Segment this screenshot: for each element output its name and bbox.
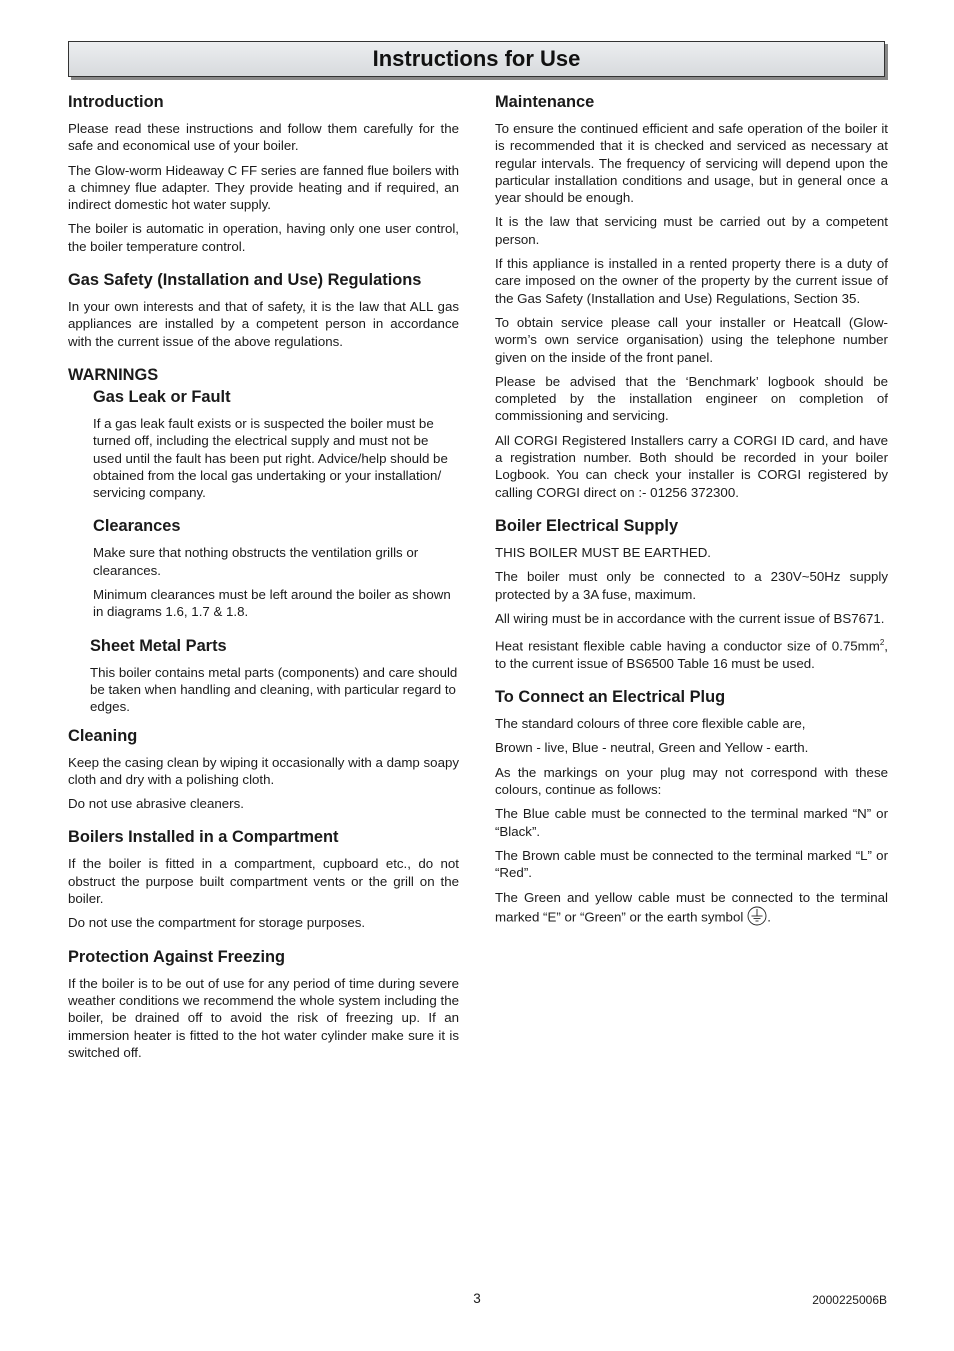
paragraph: THIS BOILER MUST BE EARTHED.: [495, 544, 711, 560]
section-gas-safety: [68, 270, 459, 350]
subsection-clearances: [93, 516, 459, 620]
paragraph: It is the law that servicing must be carried out by a competent person.: [495, 214, 888, 247]
subsection-gas-leak: [93, 387, 459, 501]
heading-warnings: WARNINGS: [68, 365, 159, 384]
section-electrical-supply: [495, 516, 888, 672]
paragraph: Keep the casing clean by wiping it occasionally with a damp soapy cloth and dry with a polishing cloth.: [68, 754, 460, 787]
page-title-box: [68, 41, 885, 77]
section-warnings: [68, 365, 459, 716]
paragraph: Do not use the compartment for storage purposes.: [68, 915, 366, 931]
paragraph: The boiler is automatic in operation, having only one user control, the boiler temperature control.: [68, 221, 459, 254]
paragraph: Please read these instructions and follow them carefully for the safe and economical use of your boiler.: [68, 121, 459, 154]
section-introduction: [68, 92, 459, 255]
paragraph: All wiring must be in accordance with the current issue of BS7671.: [495, 610, 885, 626]
left-column: [68, 92, 459, 1076]
heading-maintenance: Maintenance: [495, 93, 595, 111]
heading-compartment: Boilers Installed in a Compartment: [68, 828, 339, 847]
earth-symbol-icon: [747, 906, 767, 930]
paragraph: In your own interests and that of safety, it is the law that ALL gas appliances are installed by a competent person in accordance with the current issue of the above regulations.: [68, 299, 459, 349]
superscript: 2: [879, 638, 885, 648]
heading-freezing: Protection Against Freezing: [68, 947, 286, 966]
heading-introduction: Introduction: [68, 93, 164, 111]
paragraph: The Glow-worm Hideaway C FF series are fanned flue boilers with a chimney flue adapter. They provide heating and if required, an indirect domestic hot water supply.: [68, 162, 459, 213]
paragraph: Minimum clearances must be left around the boiler as shown in diagrams 1.6, 1.7 & 1.8.: [93, 587, 451, 620]
paragraph: As the markings on your plug may not correspond with these colours, continue as follows:: [495, 764, 888, 798]
heading-gas-safety: Gas Safety (Installation and Use) Regulations: [68, 271, 422, 290]
paragraph: If the boiler is fitted in a compartment, cupboard etc., do not obstruct the purpose built compartment vents or the grill on the boiler.: [68, 856, 459, 907]
paragraph: Make sure that nothing obstructs the ventilation grills or clearances.: [93, 545, 419, 578]
paragraph: The Blue cable must be connected to the terminal marked “N” or “Black”.: [495, 806, 888, 839]
heading-cleaning: Cleaning: [68, 726, 138, 745]
paragraph-cable-size: [495, 634, 888, 672]
section-maintenance: [495, 92, 888, 501]
heading-electrical-supply: Boiler Electrical Supply: [495, 516, 679, 535]
paragraph-earth: [495, 889, 888, 931]
paragraph: Please be advised that the ‘Benchmark’ logbook should be completed by the installation engineer on completion of commissioning and servicing.: [495, 373, 888, 424]
heading-sheet-metal: Sheet Metal Parts: [90, 636, 227, 655]
paragraph: If a gas leak fault exists or is suspected the boiler must be turned off, including the electrical supply and must not be used until the fault has been put right. Advice/help should be obtained from the local gas undertaking or your installation/ servicing company.: [93, 415, 448, 501]
paragraph: The Brown cable must be connected to the terminal marked “L” or “Red”.: [495, 847, 888, 881]
right-column: [495, 92, 888, 945]
text-part: .: [767, 909, 771, 925]
document-code: 2000225006B: [812, 1293, 887, 1307]
paragraph: To obtain service please call your installer or Heatcall (Glow-worm’s own service organisation) using the telephone number given on the inside of the front panel.: [495, 314, 888, 365]
subsection-sheet-metal: [90, 636, 459, 716]
paragraph: If the boiler is to be out of use for any period of time during severe weather conditions we recommend the whole system including the boiler, be drained off to avoid the risk of freezing up. If an immersion heater is fitted to the hot water cylinder make sure it is switched off.: [68, 975, 459, 1060]
heading-gas-leak: Gas Leak or Fault: [93, 387, 231, 406]
page-number: 3: [473, 1291, 481, 1306]
paragraph: Brown - live, Blue - neutral, Green and Yellow - earth.: [495, 740, 809, 756]
section-freezing: [68, 947, 459, 1061]
paragraph: This boiler contains metal parts (components) and care should be taken when handling and cleaning, with particular regard to edges.: [90, 664, 458, 715]
section-compartment: [68, 827, 459, 931]
heading-clearances: Clearances: [93, 517, 181, 536]
paragraph: The boiler must only be connected to a 230V~50Hz supply protected by a 3A fuse, maximum.: [495, 569, 888, 602]
paragraph: All CORGI Registered Installers carry a CORGI ID card, and have a registration number. Both should be recorded in your boiler Logbook. You can check your installer is CORGI registered by calling CORGI direct on :- 01256 372300.: [495, 432, 888, 500]
paragraph: To ensure the continued efficient and safe operation of the boiler it is recommended that it is checked and serviced as necessary at regular intervals. The frequency of servicing will depend upon the particular installation conditions and usage, but in general once a year should be enough.: [495, 121, 888, 206]
text-part: Heat resistant flexible cable having a conductor size of 0.75mm: [495, 638, 880, 654]
section-cleaning: [68, 726, 459, 813]
paragraph: If this appliance is installed in a rented property there is a duty of care imposed on the owner of the property by the current issue of the Gas Safety (Installation and Use) Regulations, Section 35.: [495, 256, 888, 306]
section-electrical-plug: [495, 687, 888, 930]
page-title: Instructions for Use: [372, 46, 581, 71]
text-part: , to the current issue of BS6500 Table 16 must be used.: [495, 638, 888, 671]
paragraph: The standard colours of three core flexible cable are,: [495, 716, 806, 732]
paragraph: Do not use abrasive cleaners.: [68, 796, 244, 812]
text-part: The Green and yellow cable must be connected to the terminal marked “E” or “Green” or the earth symbol: [495, 889, 888, 925]
heading-electrical-plug: To Connect an Electrical Plug: [495, 688, 726, 707]
